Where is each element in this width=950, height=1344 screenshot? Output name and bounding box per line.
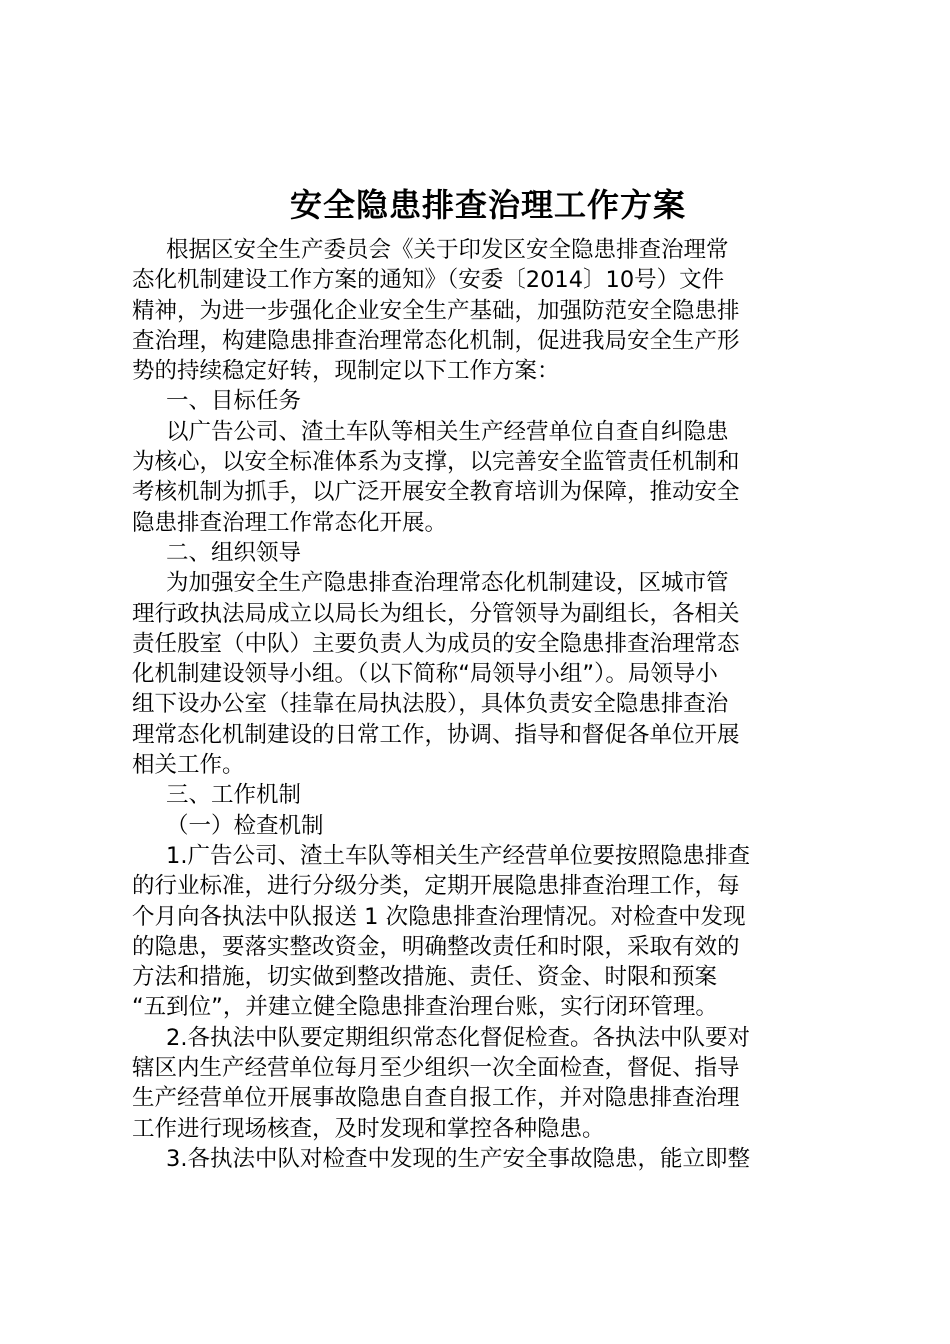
item-2-line-1: 2.各执法中队要定期组织常态化督促检查。各执法中队要对 xyxy=(166,1024,750,1051)
subsection-heading-inspection: （一）检查机制 xyxy=(166,812,324,839)
section-heading-mechanism: 三、工作机制 xyxy=(166,782,302,809)
intro-line-4: 查治理，构建隐患排查治理常态化机制，促进我局安全生产形 xyxy=(132,327,740,354)
organization-line-4: 化机制建设领导小组。（以下简称“局领导小组”）。局领导小 xyxy=(132,661,718,688)
item-3-line-1: 3.各执法中队对检查中发现的生产安全事故隐患，能立即整 xyxy=(166,1145,750,1172)
organization-line-5: 组下设办公室（挂靠在局执法股），具体负责安全隐患排查治 xyxy=(132,691,729,718)
goals-line-2: 为核心，以安全标准体系为支撑，以完善安全监管责任机制和 xyxy=(132,449,740,476)
item-1-line-5: 方法和措施，切实做到整改措施、责任、资金、时限和预案 xyxy=(132,964,718,991)
organization-line-6: 理常态化机制建设的日常工作，协调、指导和督促各单位开展 xyxy=(132,721,740,748)
item-1-line-4: 的隐患，要落实整改资金，明确整改责任和时限，采取有效的 xyxy=(132,933,740,960)
item-2-line-3: 生产经营单位开展事故隐患自查自报工作，并对隐患排查治理 xyxy=(132,1085,740,1112)
item-2-line-4: 工作进行现场核查，及时发现和掌控各种隐患。 xyxy=(132,1115,605,1142)
item-1-line-6: “五到位”，并建立健全隐患排查治理台账，实行闭环管理。 xyxy=(132,994,718,1021)
section-heading-organization: 二、组织领导 xyxy=(166,539,302,566)
item-1-line-1: 1.广告公司、渣土车队等相关生产经营单位要按照隐患排查 xyxy=(166,842,750,869)
organization-line-1: 为加强安全生产隐患排查治理常态化机制建设，区城市管 xyxy=(166,570,729,597)
section-heading-goals: 一、目标任务 xyxy=(166,388,302,415)
document-page xyxy=(132,183,832,1174)
intro-line-3: 精神，为进一步强化企业安全生产基础，加强防范安全隐患排 xyxy=(132,297,740,324)
goals-line-3: 考核机制为抓手，以广泛开展安全教育培训为保障，推动安全 xyxy=(132,479,740,506)
organization-line-3: 责任股室（中队）主要负责人为成员的安全隐患排查治理常态 xyxy=(132,630,740,657)
item-1-line-3: 个月向各执法中队报送 1 次隐患排查治理情况。对检查中发现 xyxy=(132,903,746,930)
item-2-line-2: 辖区内生产经营单位每月至少组织一次全面检查，督促、指导 xyxy=(132,1055,740,1082)
document-title: 安全隐患排查治理工作方案 xyxy=(289,186,686,224)
organization-line-2: 理行政执法局成立以局长为组长，分管领导为副组长，各相关 xyxy=(132,600,740,627)
goals-line-4: 隐患排查治理工作常态化开展。 xyxy=(132,509,448,536)
item-1-line-2: 的行业标准，进行分级分类，定期开展隐患排查治理工作，每 xyxy=(132,873,740,900)
organization-line-7: 相关工作。 xyxy=(132,752,245,779)
intro-line-2: 态化机制建设工作方案的通知》（安委〔2014〕10号）文件 xyxy=(132,267,725,294)
intro-line-5: 势的持续稳定好转，现制定以下工作方案： xyxy=(132,358,560,385)
goals-line-1: 以广告公司、渣土车队等相关生产经营单位自查自纠隐患 xyxy=(166,418,729,445)
intro-line-1: 根据区安全生产委员会《关于印发区安全隐患排查治理常 xyxy=(166,237,729,263)
